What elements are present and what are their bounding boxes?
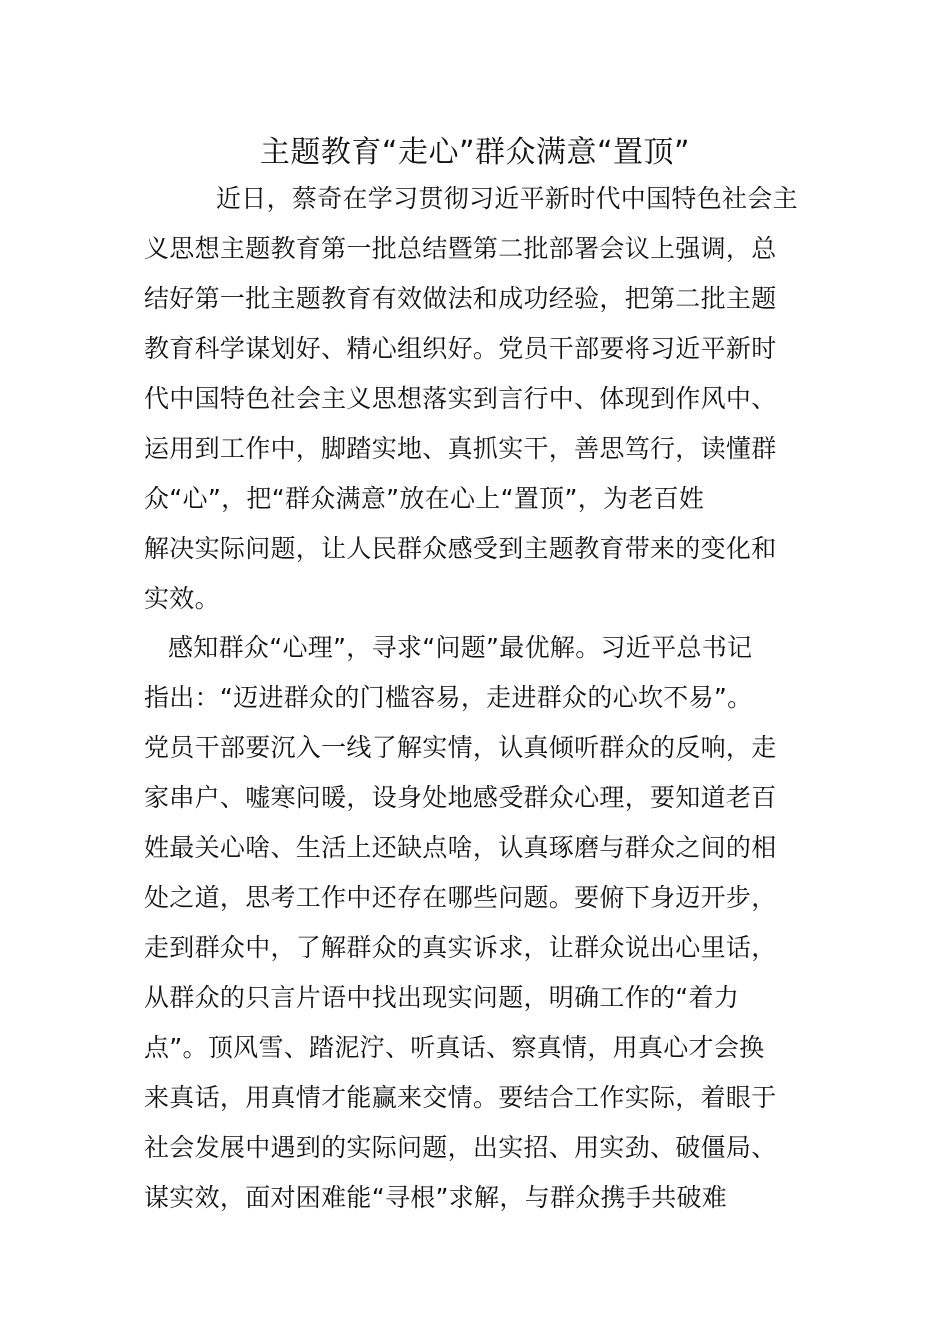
paragraph-line: 家串户、嘘寒问暖，设身处地感受群众心理，要知道老百: [144, 783, 777, 812]
paragraph-line: 姓最关心啥、生活上还缺点啥，认真琢磨与群众之间的相: [144, 833, 777, 862]
paragraph-line: 处之道，思考工作中还存在哪些问题。要俯下身迈开步，: [144, 883, 777, 912]
paragraph-line: 近日，蔡奇在学习贯彻习近平新时代中国特色社会主: [216, 184, 798, 213]
document-title: 主题教育“走心”群众满意“置顶”: [259, 135, 691, 170]
paragraph-line: 众“心”，把“群众满意”放在心上“置顶”，为老百姓: [144, 484, 705, 513]
paragraph-line: 社会发展中遇到的实际问题，出实招、用实劲、破僵局、: [144, 1133, 777, 1162]
paragraph-line: 党员干部要沉入一线了解实情，认真倾听群众的反响，走: [144, 733, 777, 762]
paragraph-line: 来真话，用真情才能赢来交情。要结合工作实际，着眼于: [144, 1083, 777, 1112]
paragraph-1: [144, 174, 810, 624]
paragraph-line: 感知群众“心理”，寻求“问题”最优解。习近平总书记: [168, 633, 753, 662]
paragraph-line: 代中国特色社会主义思想落实到言行中、体现到作风中、: [144, 384, 777, 413]
paragraph-line: 谋实效，面对困难能“寻根”求解，与群众携手共破难: [144, 1183, 728, 1212]
paragraph-line: 指出：“迈进群众的门槛容易，走进群众的心坎不易”。: [144, 683, 753, 712]
paragraph-line: 从群众的只言片语中找出现实问题，明确工作的“着力: [144, 983, 740, 1012]
paragraph-line: 点”。顶风雪、踏泥泞、听真话、察真情，用真心才会换: [144, 1033, 765, 1062]
paragraph-line: 教育科学谋划好、精心组织好。党员干部要将习近平新时: [144, 334, 777, 363]
paragraph-line: 义思想主题教育第一批总结暨第二批部署会议上强调，总: [144, 234, 777, 263]
paragraph-line: 解决实际问题，让人民群众感受到主题教育带来的变化和: [144, 534, 777, 563]
paragraph-line: 结好第一批主题教育有效做法和成功经验，把第二批主题: [144, 284, 777, 313]
paragraph-line: 运用到工作中，脚踏实地、真抓实干，善思笃行，读懂群: [144, 434, 777, 463]
paragraph-line: 走到群众中，了解群众的真实诉求，让群众说出心里话，: [144, 933, 777, 962]
paragraph-2: [144, 623, 810, 1223]
paragraph-line: 实效。: [144, 584, 220, 613]
